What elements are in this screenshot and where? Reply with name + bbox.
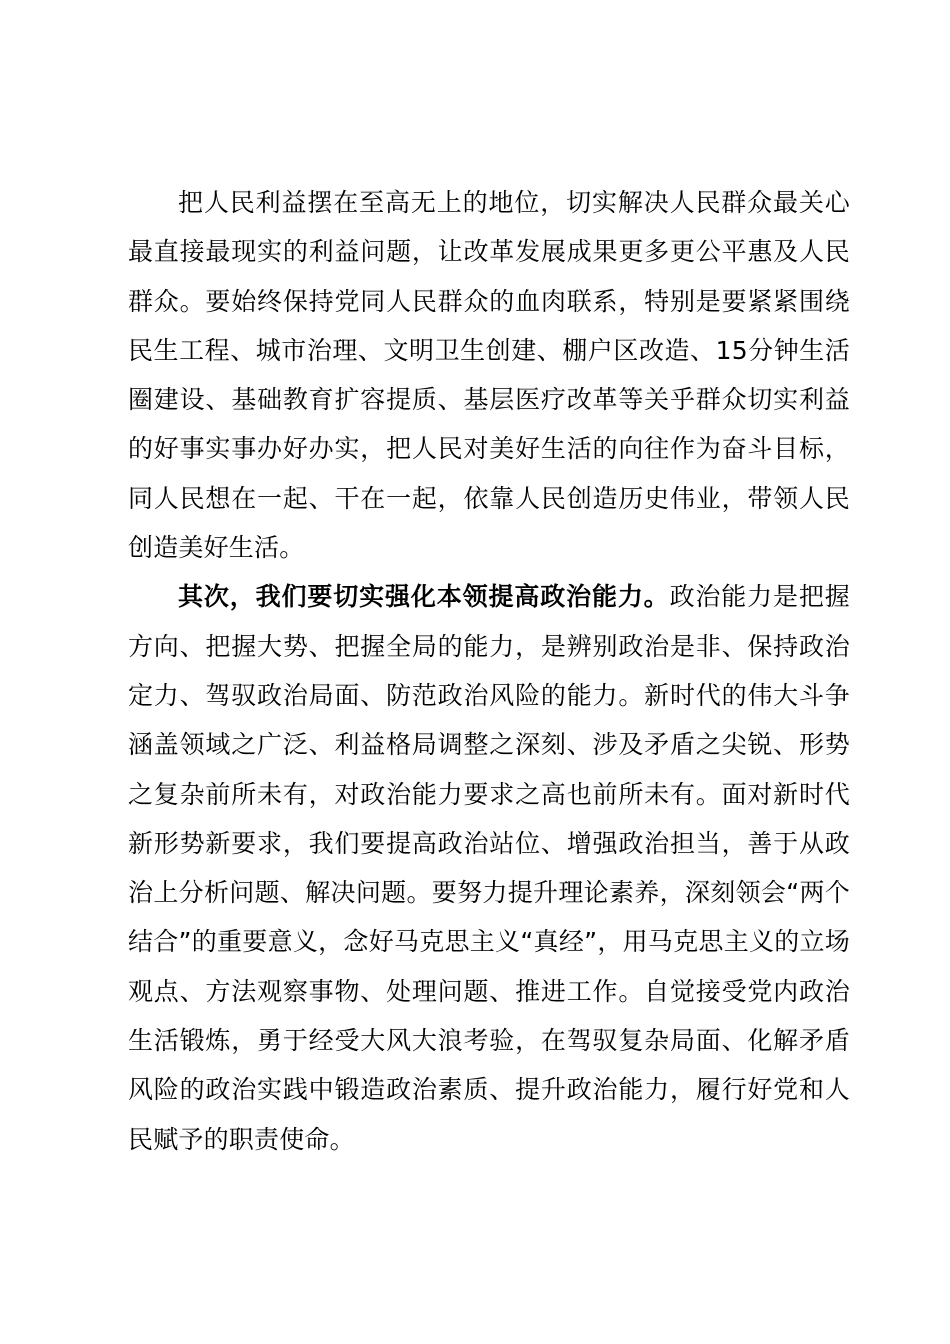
paragraph-text: 政治能力是把握方向、把握大势、把握全局的能力，是辨别政治是非、保持政治定力、驾驭政治局面、防范政治风险的能力。新时代的伟大斗争涵盖领域之广泛、利益格局调整之深刻、涉及矛盾之尖锐、形势之复杂前所未有，对政治能力要求之高也前所未有。面对新时代新形势新要求，我们要提高政治站位、增强政治担当，善于从政治上分析问题、解决问题。要努力提升理论素养，深刻领会“两个结合”的重要意义，念好马克思主义“真经”，用马克思主义的立场观点、方法观察事物、处理问题、推进工作。自觉接受党内政治生活锻炼，勇于经受大风大浪考验，在驾驭复杂局面、化解矛盾风险的政治实践中锻造政治素质、提升政治能力，履行好党和人民赋予的职责使命。 (128, 582, 850, 1154)
paragraph-lead-bold: 其次，我们要切实强化本领提高政治能力。 (178, 582, 670, 612)
document-body (128, 178, 850, 1164)
paragraph-people-interests (128, 178, 850, 572)
paragraph-text: 把人民利益摆在至高无上的地位，切实解决人民群众最关心最直接最现实的利益问题，让改革发展成果更多更公平惠及人民群众。要始终保持党同人民群众的血肉联系，特别是要紧紧围绕民生工程、城市治理、文明卫生创建、棚户区改造、15分钟生活圈建设、基础教育扩容提质、基层医疗改革等关乎群众切实利益的好事实事办好办实，把人民对美好生活的向往作为奋斗目标，同人民想在一起、干在一起，依靠人民创造历史伟业，带领人民创造美好生活。 (128, 188, 850, 563)
paragraph-political-ability (128, 572, 850, 1164)
